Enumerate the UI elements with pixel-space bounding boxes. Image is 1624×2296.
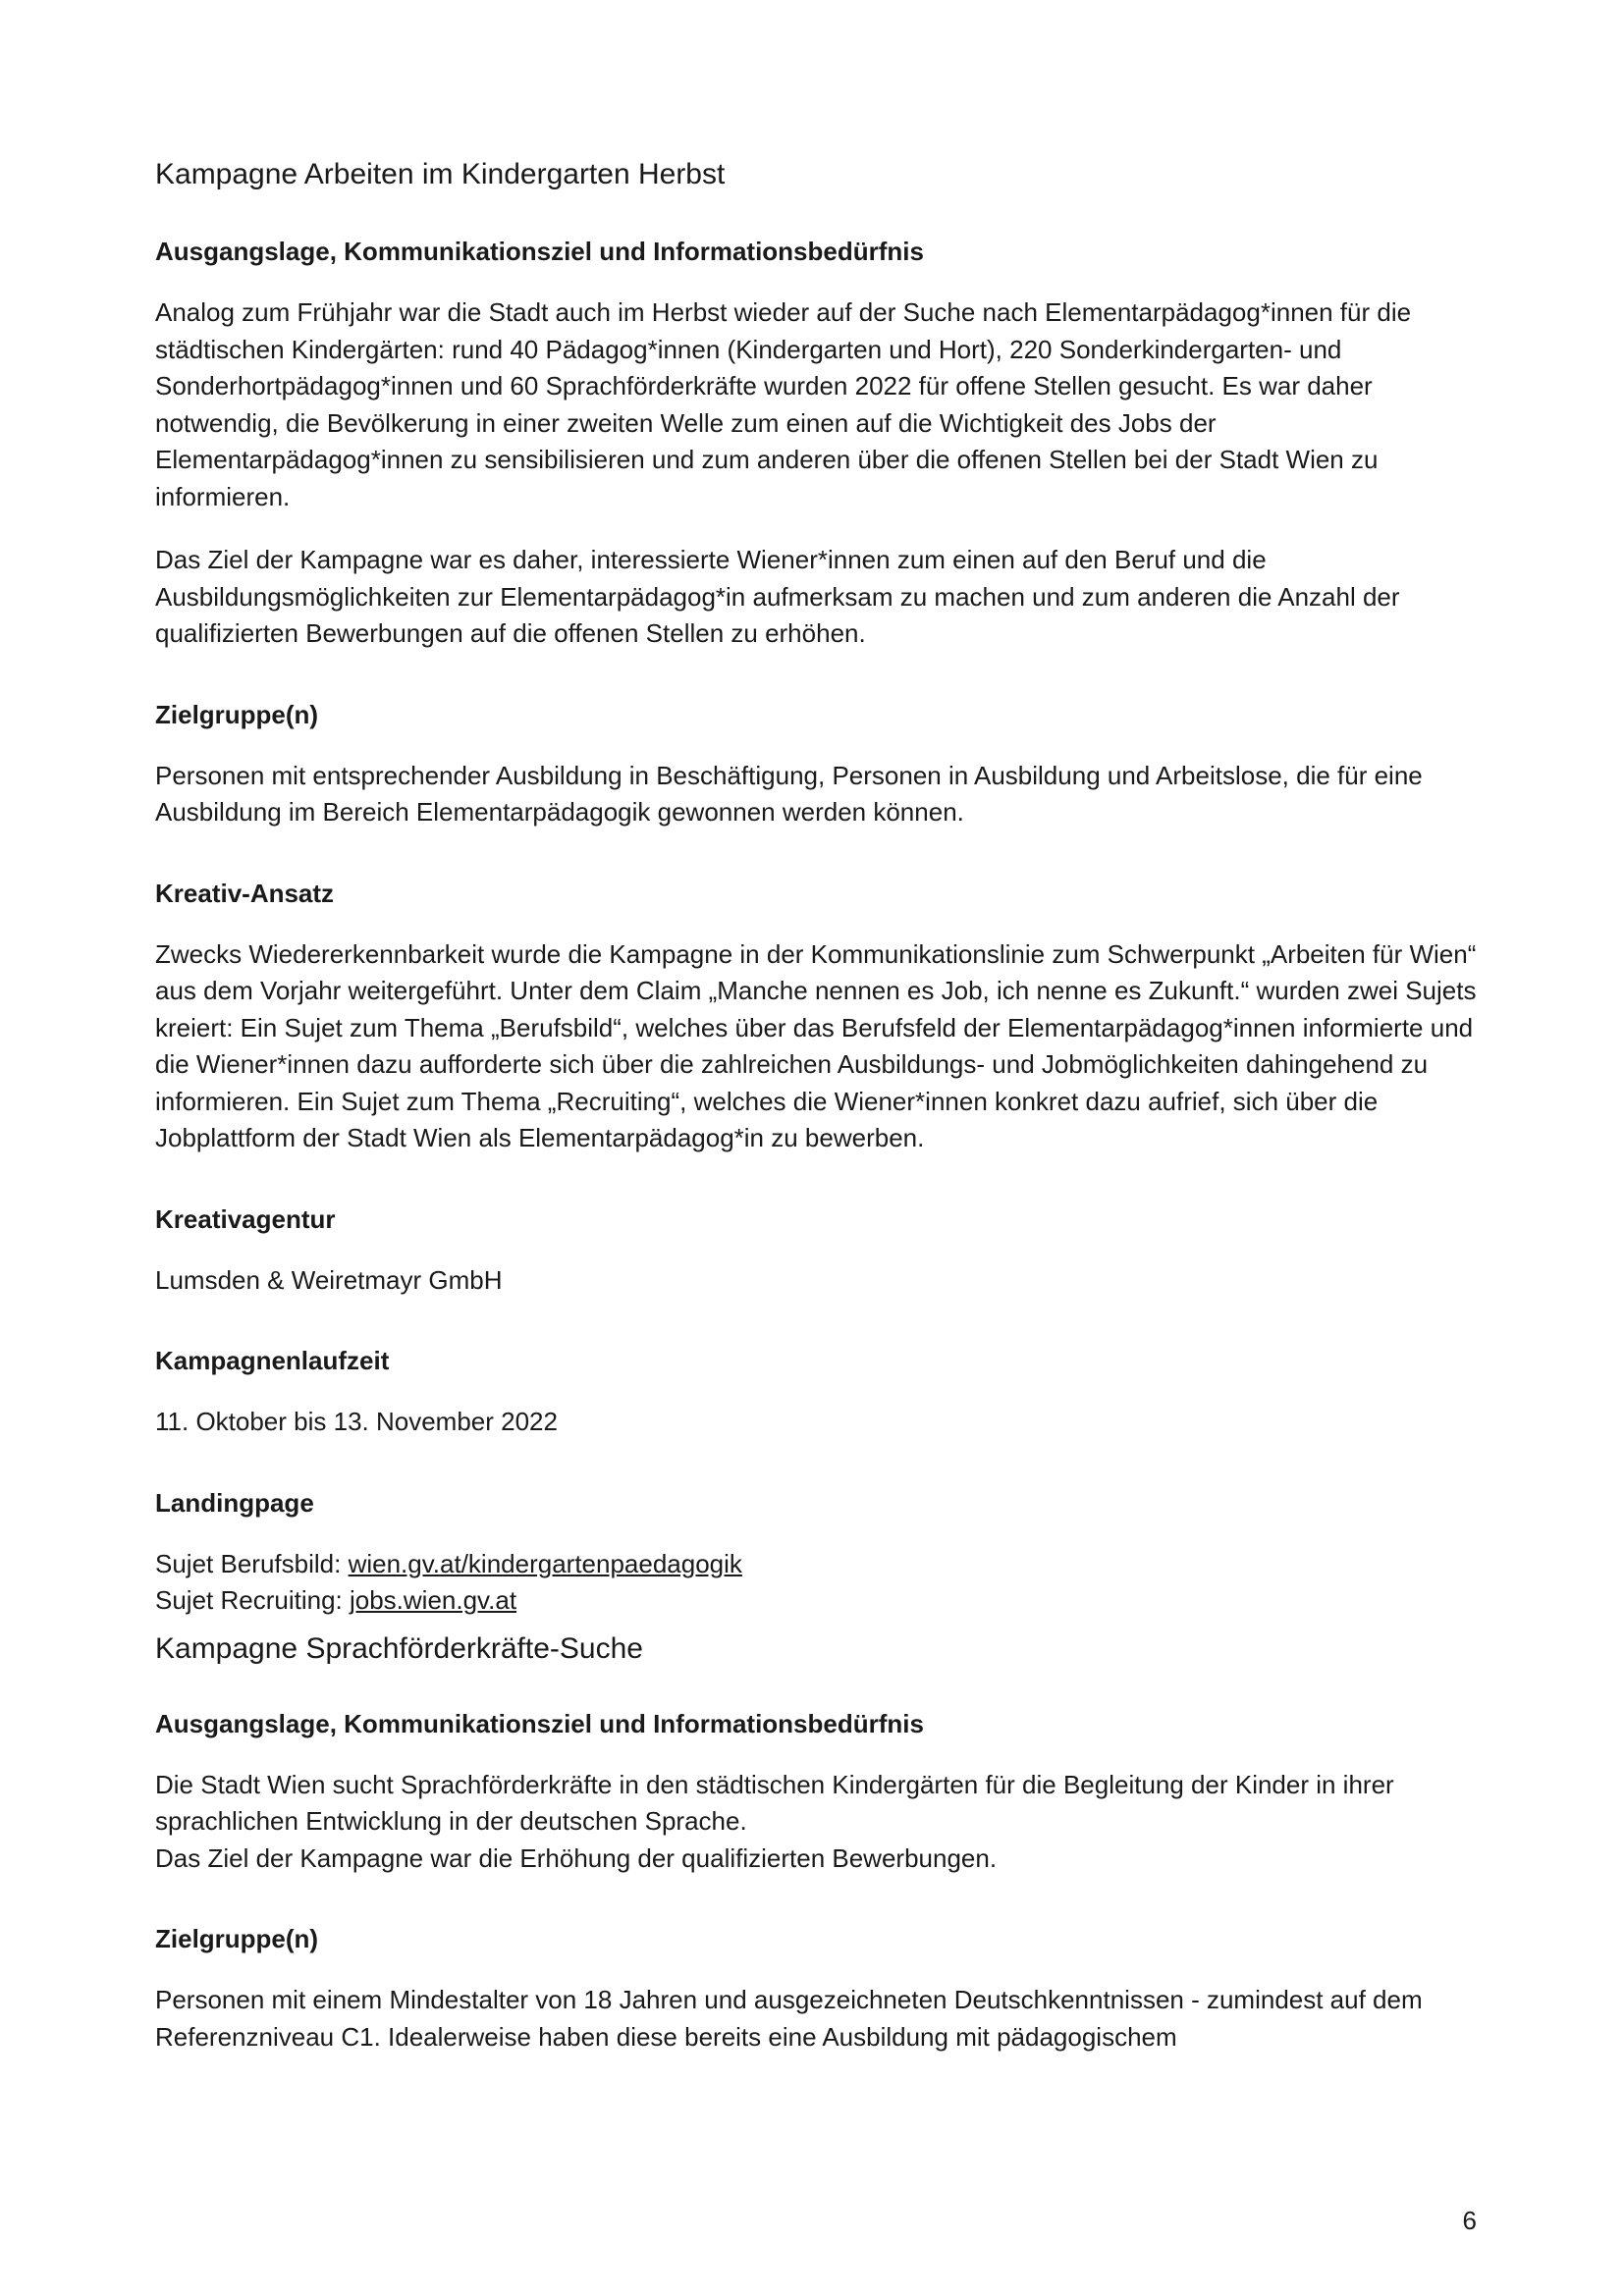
campaign-1-zielgruppe-text: Personen mit entsprechender Ausbildung in Beschäftigung, Personen in Ausbildung und Arbeitslose, die für eine Ausbildung im Bereich Elementarpädagogik gewonnen werden können.	[155, 760, 1423, 827]
campaign-1-ausgangslage-paragraph-1: Analog zum Frühjahr war die Stadt auch im Herbst wieder auf der Suche nach Elementarpädagog*innen für die städtischen Kindergärten: rund 40 Pädagog*innen (Kindergarten und Hort), 220 Sonderkindergarten- und Sonderhortpädagog*innen und 60 Sprachförderkräfte wurden 2022 für offene Stellen gesucht. Es war daher notwendig, die Bevölkerung in einer zweiten Welle zum einen auf die Wichtigkeit des Jobs der Elementarpädagog*innen zu sensibilisieren und zum anderen über die offenen Stellen bei der Stadt Wien zu informieren.	[155, 297, 1412, 511]
landingpage-label-berufsbild: Sujet Berufsbild:	[155, 1548, 349, 1578]
campaign-1-agentur-heading: Kreativagentur	[155, 1203, 336, 1234]
landingpage-line-berufsbild	[155, 1546, 1490, 1583]
campaign-1-kreativ-heading: Kreativ-Ansatz	[155, 878, 335, 908]
landingpage-line-recruiting	[155, 1582, 1490, 1620]
campaign-1-kreativ-text: Zwecks Wiedererkennbarkeit wurde die Kampagne in der Kommunikationslinie zum Schwerpunkt „Arbeiten für Wien“ aus dem Vorjahr weitergeführt. Unter dem Claim „Manche nennen es Job, ich nenne es Zukunft.“ wurden zwei Sujets kreiert: Ein Sujet zum Thema „Berufsbild“, welches über das Berufsfeld der Elementarpädagog*innen informierte und die Wiener*innen dazu aufforderte sich über die zahlreichen Ausbildungs- und Jobmöglichkeiten dahingehend zu informieren. Ein Sujet zum Thema „Recruiting“, welches die Wiener*innen konkret dazu aufrief, sich über die Jobplattform der Stadt Wien als Elementarpädagog*in zu bewerben.	[155, 938, 1477, 1152]
campaign-1-laufzeit-heading: Kampagnenlaufzeit	[155, 1346, 390, 1375]
campaign-2-zielgruppe-text: Personen mit einem Mindestalter von 18 Jahren und ausgezeichneten Deutschkenntnissen - zumindest auf dem Referenzniveau C1. Idealerweise haben diese bereits eine Ausbildung mit pädagogischem	[155, 1985, 1423, 2052]
campaign-1-landingpage-heading: Landingpage	[155, 1487, 314, 1518]
link-jobs-wien[interactable]: jobs.wien.gv.at	[349, 1585, 517, 1615]
page-content	[155, 155, 1490, 2056]
link-kindergartenpaedagogik[interactable]: wien.gv.at/kindergartenpaedagogik	[348, 1548, 742, 1578]
campaign-1-agentur-text: Lumsden & Weiretmayr GmbH	[155, 1264, 503, 1295]
landingpage-label-recruiting: Sujet Recruiting:	[155, 1585, 350, 1615]
campaign-1-ausgangslage-heading: Ausgangslage, Kommunikationsziel und Informationsbedürfnis	[155, 237, 924, 266]
campaign-1-zielgruppe-heading: Zielgruppe(n)	[155, 699, 319, 729]
campaign-2-ausgangslage-heading: Ausgangslage, Kommunikationsziel und Informationsbedürfnis	[155, 1708, 924, 1738]
campaign-2-title: Kampagne Sprachförderkräfte-Suche	[155, 1631, 643, 1665]
campaign-2-ausgangslage-line-1: Die Stadt Wien sucht Sprachförderkräfte in den städtischen Kindergärten für die Begleitung der Kinder in ihrer sprachlichen Entwicklung in der deutschen Sprache.	[155, 1769, 1394, 1836]
campaign-1-ausgangslage-paragraph-2: Das Ziel der Kampagne war es daher, interessierte Wiener*innen zum einen auf den Beruf und die Ausbildungsmöglichkeiten zur Elementarpädagog*in aufmerksam zu machen und zum anderen die Anzahl der qualifizierten Bewerbungen auf die offenen Stellen zu erhöhen.	[155, 545, 1400, 648]
campaign-1-laufzeit-text: 11. Oktober bis 13. November 2022	[155, 1407, 558, 1436]
campaign-1-title: Kampagne Arbeiten im Kindergarten Herbst	[155, 158, 726, 190]
page-number: 6	[1462, 2206, 1477, 2235]
campaign-2-zielgruppe-heading: Zielgruppe(n)	[155, 1924, 319, 1953]
campaign-2-ausgangslage-line-2: Das Ziel der Kampagne war die Erhöhung der qualifizierten Bewerbungen.	[155, 1842, 998, 1873]
